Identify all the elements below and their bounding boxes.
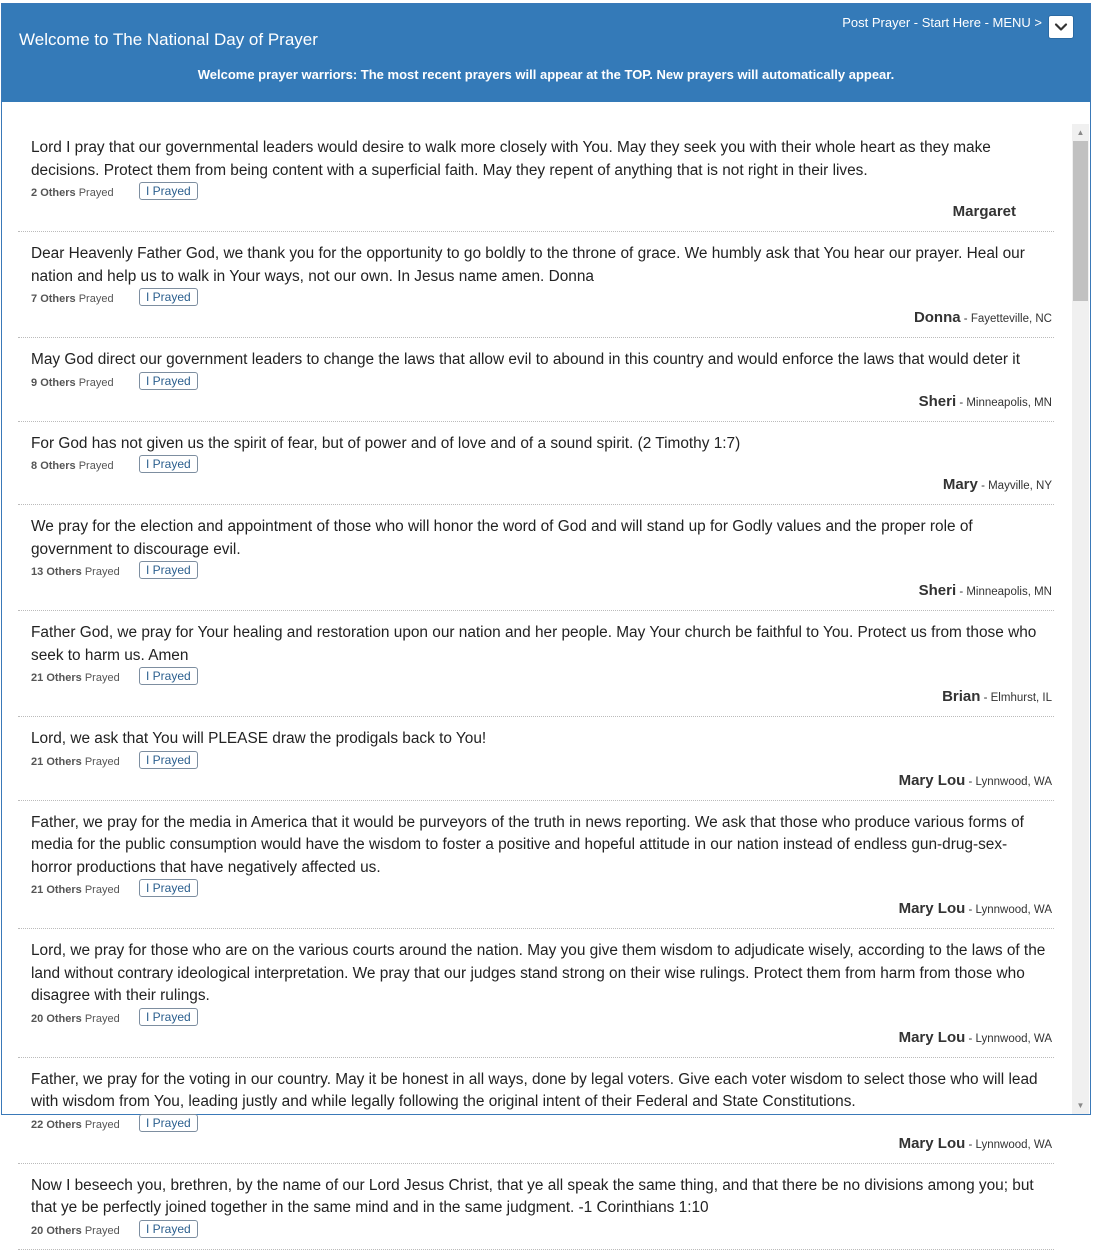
author-name: Mary Lou [898,900,966,917]
prayer-meta-row [31,751,1054,771]
author-location: - Minneapolis, MN [956,586,1052,598]
others-label: Others [40,376,76,389]
others-label: Others [46,884,82,896]
prayer-item [18,717,1054,801]
prayer-author [31,582,1054,601]
menu-toggle-button[interactable] [1048,15,1074,39]
others-prayed-count [31,1013,120,1025]
prayer-item [18,801,1054,930]
prayer-author [31,1135,1054,1154]
prayer-text: We pray for the election and appointment of those who will honor the word of God and will stand up for Godly values and the proper role of government to discourage evil. [31,518,973,558]
others-label: Others [40,460,76,472]
prayer-item [18,422,1054,506]
i-prayed-button[interactable]: I Prayed [139,1114,198,1132]
i-prayed-button[interactable]: I Prayed [139,1220,198,1238]
prayer-item [18,1058,1054,1164]
header-bar [2,4,1090,102]
prayer-text: Father, we pray for the media in America that it would be purveyors of the truth in news reporting. We ask that those who produce various forms of media for the public consumption would have the wisdom to foster a positive and hopeful attitude in our nation instead of endless gun-drug-sex-horror productions that have negatively affected us. [31,813,1024,876]
prayer-item [18,611,1054,717]
prayer-text: Father, we pray for the voting in our country. May it be honest in all ways, done by legal voters. Give each voter wisdom to select those who will lead with wisdom from You, leading justly and while legally following the original intent of their Federal and State Constitutions. [31,1070,1038,1110]
i-prayed-button[interactable]: I Prayed [139,455,198,473]
prayed-count-number: 20 [31,1224,44,1237]
prayer-item [18,929,1054,1058]
prayed-count-number: 8 [31,460,38,472]
prayer-text: May God direct our government leaders to change the laws that allow evil to abound in this country and would enforce the laws that would deter it [31,351,1020,368]
prayed-label: Prayed [78,460,114,472]
prayed-label: Prayed [84,1012,120,1025]
feed-scrollbar[interactable] [1072,124,1089,1114]
prayed-label: Prayed [78,187,114,199]
author-name: Sheri [918,392,957,410]
prayed-label: Prayed [84,566,120,578]
others-label: Others [46,566,82,578]
author-location: - Lynnwood, WA [965,1138,1052,1151]
prayer-text: Lord I pray that our governmental leaders would desire to walk more closely with You. May they seek you with their whole heart as they make decisions. Protect them from being content with a superficial faith. May they repent of anything that is not right in their lives. [31,139,991,179]
author-location: - Fayetteville, NC [960,313,1052,325]
author-location: - Lynnwood, WA [965,775,1052,788]
prayer-item [18,505,1054,611]
prayer-item [18,126,1054,232]
author-name: Mary Lou [898,771,966,789]
author-name: Mary Lou [898,1134,966,1152]
prayed-label: Prayed [84,1224,120,1237]
others-label: Others [46,672,82,684]
i-prayed-button[interactable]: I Prayed [139,372,198,390]
others-prayed-count [31,756,120,768]
prayer-meta-row [31,182,1054,202]
prayer-meta-row [31,455,1054,475]
author-location: - Minneapolis, MN [956,396,1052,409]
others-label: Others [46,1118,82,1131]
others-label: Others [40,293,76,305]
prayer-item [18,338,1054,422]
others-label: Others [40,187,76,199]
prayed-count-number: 2 [31,187,38,199]
author-name: Mary Lou [898,1028,966,1046]
prayer-author [31,772,1054,791]
prayer-meta-row [31,667,1054,687]
i-prayed-button[interactable]: I Prayed [139,879,198,897]
prayer-text: For God has not given us the spirit of fear, but of power and of love and of a sound spirit. (2 Timothy 1:7) [31,434,741,452]
page-title: Welcome to The National Day of Prayer [19,30,318,49]
scroll-thumb[interactable] [1073,141,1088,301]
prayed-label: Prayed [84,1118,120,1131]
prayed-count-number: 21 [31,755,44,768]
others-label: Others [46,1224,82,1237]
i-prayed-button[interactable]: I Prayed [139,1008,198,1026]
scroll-down-arrow-icon[interactable]: ▼ [1076,1101,1085,1110]
prayer-text: Lord, we pray for those who are on the various courts around the nation. May you give them wisdom to adjudicate wisely, according to the laws of the land without contrary ideological interpretation. We pray that our judges stand strong on their wise rulings. Protect them from harm from those who disagree with their rulings. [31,942,1046,1004]
prayer-wall-panel [1,3,1091,1237]
author-location: - Elmhurst, IL [980,692,1052,704]
prayed-label: Prayed [84,755,120,768]
i-prayed-button[interactable]: I Prayed [139,561,198,579]
author-name: Margaret [952,203,1016,220]
i-prayed-button[interactable]: I Prayed [139,667,198,685]
others-prayed-count [31,672,120,684]
post-prayer-menu-link[interactable]: Post Prayer - Start Here - MENU > [842,15,1042,30]
prayed-label: Prayed [84,672,120,684]
others-prayed-count [31,884,120,896]
prayer-author [31,476,1054,495]
i-prayed-button[interactable]: I Prayed [139,288,198,306]
prayer-meta-row [31,288,1054,308]
prayer-author [31,688,1054,707]
prayed-count-number: 20 [31,1012,44,1025]
prayed-count-number: 13 [31,566,44,578]
scroll-up-arrow-icon[interactable]: ▲ [1076,128,1085,137]
others-label: Others [46,1012,82,1025]
prayed-label: Prayed [78,376,114,389]
prayer-item [18,1164,1054,1250]
prayed-label: Prayed [84,884,120,896]
author-location: - Lynnwood, WA [965,1032,1052,1045]
prayer-meta-row [31,561,1054,581]
prayer-meta-row [31,1114,1054,1134]
author-location: - Mayville, NY [977,480,1052,492]
others-prayed-count [31,377,114,389]
prayer-text: Father God, we pray for Your healing and restoration upon our nation and her people. May Your church be faithful to You. Protect us from those who seek to harm us. Amen [31,624,1037,664]
prayer-author [31,900,1054,919]
author-name: Brian [942,688,981,705]
author-name: Donna [913,309,961,326]
prayer-text: Lord, we ask that You will PLEASE draw the prodigals back to You! [31,730,487,747]
header-subtitle: Welcome prayer warriors: The most recent prayers will appear at the TOP. New prayers will automatically appear. [197,67,895,82]
prayer-author [31,309,1054,328]
author-name: Sheri [918,582,957,599]
others-label: Others [46,755,82,768]
prayer-meta-row [31,1008,1054,1028]
others-prayed-count [31,566,120,578]
prayer-meta-row [31,372,1054,392]
prayer-author [31,203,1054,222]
chevron-down-icon [1055,23,1067,31]
prayed-count-number: 21 [31,672,44,684]
i-prayed-button[interactable]: I Prayed [139,751,198,769]
others-prayed-count [31,293,114,305]
prayer-author [31,1029,1054,1048]
others-prayed-count [31,1225,120,1237]
prayer-item [18,232,1054,338]
others-prayed-count [31,187,114,199]
prayed-count-number: 22 [31,1118,44,1131]
prayed-count-number: 21 [31,884,44,896]
prayer-meta-row [31,879,1054,899]
prayer-text: Now I beseech you, brethren, by the name of our Lord Jesus Christ, that ye all speak the same thing, and that there be no divisions among you; but that ye be perfectly joined together in the same mind and in the same judgment. -1 Corinthians 1:10 [31,1176,1034,1216]
i-prayed-button[interactable]: I Prayed [139,182,198,200]
prayed-label: Prayed [78,293,114,305]
prayed-count-number: 9 [31,376,38,389]
author-name: Mary [942,476,978,493]
author-location: - Lynnwood, WA [965,904,1052,916]
others-prayed-count [31,460,114,472]
prayed-count-number: 7 [31,293,38,305]
prayer-feed [18,126,1054,1237]
others-prayed-count [31,1119,120,1131]
prayer-meta-row [31,1220,1054,1240]
prayer-text: Dear Heavenly Father God, we thank you for the opportunity to go boldly to the throne of grace. We humbly ask that You hear our prayer. Heal our nation and help us to walk in Your ways, not our own. In Jesus name amen. Donna [31,245,1025,285]
prayer-author [31,393,1054,412]
